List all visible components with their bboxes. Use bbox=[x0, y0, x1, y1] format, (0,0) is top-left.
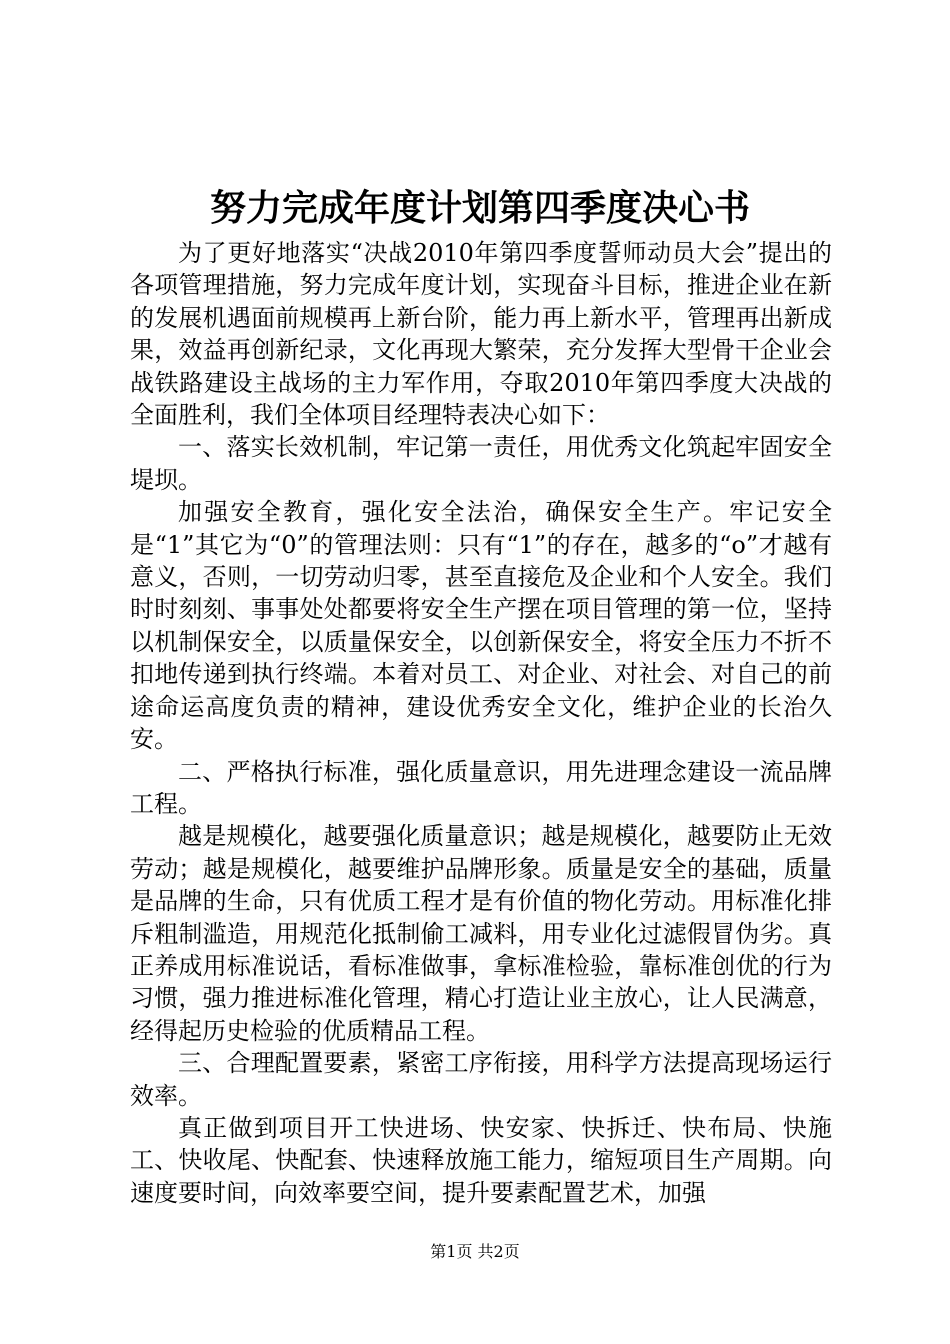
document-body bbox=[130, 237, 832, 1209]
section-heading-3: 三、合理配置要素，紧密工序衔接，用科学方法提高现场运行效率。 bbox=[130, 1049, 832, 1110]
section-paragraph-2: 越是规模化，越要强化质量意识；越是规模化，越要防止无效劳动；越是规模化，越要维护品牌形象。质量是安全的基础，质量是品牌的生命，只有优质工程才是有价值的物化劳动。用标准化排斥粗制滥造，用规范化抵制偷工减料，用专业化过滤假冒伪劣。真正养成用标准说话，看标准做事，拿标准检验，靠标准创优的行为习惯，强力推进标准化管理，精心打造让业主放心，让人民满意，经得起历史检验的优质精品工程。 bbox=[130, 822, 832, 1045]
page-number-footer: 第1页 共2页 bbox=[430, 1242, 520, 1261]
section-paragraph-1: 加强安全教育，强化安全法治，确保安全生产。牢记安全是“1”其它为“0”的管理法则：只有“1”的存在，越多的“o”才越有意义，否则，一切劳动归零，甚至直接危及企业和个人安全。我们时时刻刻、事事处处都要将安全生产摆在项目管理的第一位，坚持以机制保安全，以质量保安全，以创新保安全，将安全压力不折不扣地传递到执行终端。本着对员工、对企业、对社会、对自己的前途命运高度负责的精神，建设优秀安全文化，维护企业的长治久安。 bbox=[130, 498, 832, 754]
section-heading-1: 一、落实长效机制，牢记第一责任，用优秀文化筑起牢固安全堤坝。 bbox=[130, 433, 832, 494]
intro-paragraph: 为了更好地落实“决战2010年第四季度誓师动员大会”提出的各项管理措施，努力完成年度计划，实现奋斗目标，推进企业在新的发展机遇面前规模再上新台阶，能力再上新水平，管理再出新成果，效益再创新纪录，文化再现大繁荣，充分发挥大型骨干企业会战铁路建设主战场的主力军作用，夺取2010年第四季度大决战的全面胜利，我们全体项目经理特表决心如下： bbox=[130, 239, 832, 430]
document-title: 努力完成年度计划第四季度决心书 bbox=[209, 187, 750, 229]
section-paragraph-3: 真正做到项目开工快进场、快安家、快拆迁、快布局、快施工、快收尾、快配套、快速释放施工能力，缩短项目生产周期。向速度要时间，向效率要空间，提升要素配置艺术，加强 bbox=[130, 1113, 832, 1207]
section-heading-2: 二、严格执行标准，强化质量意识，用先进理念建设一流品牌工程。 bbox=[130, 757, 832, 818]
